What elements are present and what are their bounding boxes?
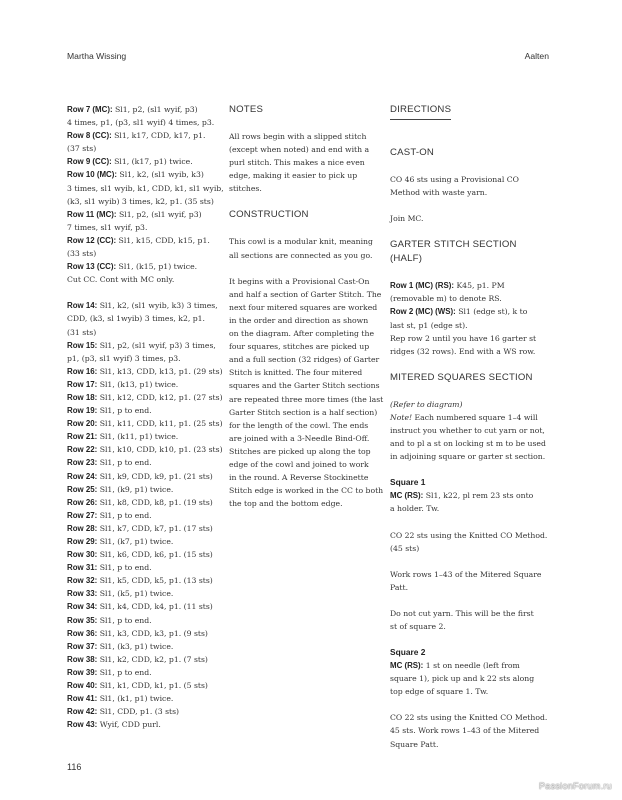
text-line xyxy=(390,724,539,737)
line-text: stitches. xyxy=(229,184,262,194)
row-label: Row 7 (MC): xyxy=(67,105,113,114)
line-text: Sl1, k2, (sl1 wyib, k3) 3 times, xyxy=(97,301,218,311)
text-line xyxy=(67,718,216,731)
row-label: Row 11 (MC): xyxy=(67,209,117,219)
text-line xyxy=(390,279,539,292)
text-line xyxy=(67,312,216,325)
text-line xyxy=(229,156,375,169)
row-label: Row 38: xyxy=(67,654,98,664)
text-line xyxy=(229,406,378,419)
line-text: edge, making it easier to pick up xyxy=(229,171,358,181)
text-line xyxy=(67,260,216,273)
line-text: st of square 2. xyxy=(390,621,446,631)
spacer xyxy=(390,594,539,607)
line-text: Sl1, p to end. xyxy=(97,510,152,520)
text-line xyxy=(390,186,539,199)
line-text: ridges (32 rows). End with a WS row. xyxy=(390,346,536,356)
line-text: Do not cut yarn. This will be the first xyxy=(390,608,534,618)
line-text: Sl1, p to end. xyxy=(97,667,152,677)
row-label: Row 15: xyxy=(67,340,98,350)
spacer xyxy=(390,358,539,371)
text-line xyxy=(390,332,539,345)
spacer xyxy=(390,266,539,279)
line-text: Sl1, p2, (sl1 wyif, p3) xyxy=(112,105,198,114)
text-line xyxy=(229,458,375,471)
line-text: Sl1, k4, CDD, k4, p1. (11 sts) xyxy=(97,602,213,612)
row-label: Row 23: xyxy=(67,458,98,468)
line-text: instruct you whether to cut yarn or not, xyxy=(390,426,545,436)
line-text: Method with waste yarn. xyxy=(390,188,488,198)
spacer xyxy=(390,160,539,173)
line-text: (33 sts) xyxy=(67,249,97,259)
line-text: Sl1, k2, (sl1 wyib, k3) xyxy=(116,170,204,180)
text-line xyxy=(229,143,375,156)
text-line xyxy=(390,529,548,542)
text-line xyxy=(390,305,539,318)
line-text: Square Patt. xyxy=(390,739,439,749)
text-line xyxy=(229,445,375,458)
spacer xyxy=(390,120,539,133)
row-label: Row 20: xyxy=(67,419,98,429)
row-label: Row 14: xyxy=(67,301,98,311)
text-line xyxy=(67,548,216,561)
line-text: CO 46 sts using a Provisional CO xyxy=(390,175,519,184)
row-label: Row 22: xyxy=(67,445,98,455)
row-label: Row 29: xyxy=(67,537,98,546)
line-text: squares and the Garter Stitch sections xyxy=(229,381,380,391)
line-text: in the round. A Reverse Stockinette xyxy=(229,473,369,483)
row-label: Row 2 (MC) (WS): xyxy=(390,307,456,317)
text-line xyxy=(390,319,539,332)
line-text: a holder. Tw. xyxy=(390,504,440,514)
line-text: Cut CC. Cont with MC only. xyxy=(67,275,175,285)
text-line xyxy=(67,679,216,692)
line-text: Wyif, CDD purl. xyxy=(97,720,161,730)
page-number: 116 xyxy=(67,762,82,772)
row-label: Row 9 (CC): xyxy=(67,157,112,167)
text-line xyxy=(229,379,380,392)
row-label: Row 34: xyxy=(67,602,98,612)
text-line xyxy=(229,393,384,406)
section-heading-text: CAST-ON xyxy=(390,147,435,158)
line-text: Patt. xyxy=(390,582,409,592)
line-text: CO 22 sts using the Knitted CO Method. xyxy=(390,530,548,540)
text-line xyxy=(67,116,216,129)
text-line xyxy=(229,484,384,497)
section-heading-text: CONSTRUCTION xyxy=(229,209,309,221)
text-line xyxy=(67,574,216,587)
text-line xyxy=(390,620,539,633)
line-text: in the order and direction as shown xyxy=(229,315,369,325)
text-line xyxy=(67,470,216,483)
text-line xyxy=(390,542,539,555)
row-label: Row 33: xyxy=(67,589,98,599)
line-text: square 1), pick up and k 22 sts along xyxy=(390,674,535,684)
text-line xyxy=(390,581,539,594)
line-text: the top and the bottom edge. xyxy=(229,499,343,509)
line-text: CDD, (k3, sl 1wyib) 3 times, k2, p1. xyxy=(67,314,205,324)
subsection-heading: Square 2 xyxy=(390,647,426,658)
text-line xyxy=(229,419,375,432)
text-line xyxy=(67,168,216,181)
line-text: Sl1, p to end. xyxy=(97,563,152,573)
text-line xyxy=(67,352,216,365)
line-text: Sl1, k7, CDD, k7, p1. (17 sts) xyxy=(97,523,213,533)
row-label: Row 19: xyxy=(67,406,98,416)
line-text: top edge of square 1. Tw. xyxy=(390,687,489,697)
text-line xyxy=(390,489,539,502)
spacer xyxy=(390,225,539,238)
section-heading-text: DIRECTIONS xyxy=(390,103,451,120)
text-line xyxy=(67,587,216,600)
text-line xyxy=(229,301,378,314)
line-text: 7 times, sl1 wyif, p3. xyxy=(67,222,148,232)
spacer xyxy=(390,633,539,646)
line-text: This cowl is a modular knit, meaning xyxy=(229,237,373,247)
section-heading-text: MITERED SQUARES SECTION xyxy=(390,371,533,383)
row-label: Row 35: xyxy=(67,615,98,625)
row-label: Row 31: xyxy=(67,563,98,573)
row-label: Row 10 (MC): xyxy=(67,170,117,180)
column-rows-continued xyxy=(67,103,224,731)
line-text: Sl1, k5, CDD, k5, p1. (13 sts) xyxy=(97,576,213,586)
line-text: Garter Stitch section is a half section) xyxy=(229,407,378,417)
text-line xyxy=(229,249,375,262)
text-line xyxy=(229,314,375,327)
line-text: All rows begin with a slipped stitch xyxy=(229,132,367,141)
text-line xyxy=(67,417,223,430)
row-label: MC (RS): xyxy=(390,661,424,671)
line-text: Sl1, (k3, p1) twice. xyxy=(97,641,174,651)
italic-text: (Refer to diagram) xyxy=(390,399,463,409)
row-label: Row 27: xyxy=(67,510,98,520)
column-notes-construction xyxy=(229,103,384,510)
spacer xyxy=(390,133,539,146)
row-label: Row 12 (CC): xyxy=(67,235,117,245)
spacer xyxy=(390,555,539,568)
text-line xyxy=(67,692,216,705)
line-text: Sl1, k2, CDD, k2, p1. (7 sts) xyxy=(97,654,208,664)
line-text: Sl1, k6, CDD, k6, p1. (15 sts) xyxy=(97,550,213,560)
text-line xyxy=(390,568,542,581)
line-text: in adjoining square or garter st section. xyxy=(390,452,546,462)
text-line xyxy=(67,535,216,548)
italic-text: Note! xyxy=(390,412,413,422)
line-text: (k3, sl1 wyib) 3 times, k2, p1. (35 sts) xyxy=(67,196,214,206)
line-text: Sl1, k10, CDD, k10, p1. (23 sts) xyxy=(97,445,223,455)
text-line xyxy=(390,411,539,424)
line-text: Sl1, (k5, p1) twice. xyxy=(97,589,174,599)
line-text: Sl1, (k13, p1) twice. xyxy=(97,379,179,389)
row-label: Row 32: xyxy=(67,576,98,586)
spacer xyxy=(229,195,375,208)
line-text: 3 times, sl1 wyib, k1, CDD, k1, sl1 wyib, xyxy=(67,183,224,193)
text-line xyxy=(67,600,216,613)
subsection-heading: Square 1 xyxy=(390,477,426,488)
line-text: Sl1, k9, CDD, k9, p1. (21 sts) xyxy=(97,471,213,481)
text-line xyxy=(229,235,375,248)
text-line xyxy=(67,155,216,168)
text-line xyxy=(229,182,375,195)
line-text: Sl1, k17, CDD, k17, p1. xyxy=(111,131,206,141)
text-line xyxy=(229,288,382,301)
line-text: Sl1, CDD, p1. (3 sts) xyxy=(97,707,180,717)
text-line xyxy=(67,221,216,234)
text-line xyxy=(229,130,375,143)
text-line xyxy=(67,129,216,142)
row-label: Row 40: xyxy=(67,681,98,691)
spacer xyxy=(229,222,375,235)
section-heading xyxy=(390,146,539,160)
column-directions xyxy=(390,103,548,751)
text-line xyxy=(67,443,223,456)
row-label: Row 42: xyxy=(67,707,98,717)
line-text: Sl1, k8, CDD, k8, p1. (19 sts) xyxy=(97,497,213,507)
line-text: Stitch is knitted. The four mitered xyxy=(229,368,363,378)
row-label: Row 16: xyxy=(67,366,98,376)
text-line xyxy=(390,450,546,463)
row-label: Row 17: xyxy=(67,379,98,389)
text-line xyxy=(67,456,216,469)
line-text: Sl1, k1, CDD, k1, p1. (5 sts) xyxy=(97,681,208,691)
text-line xyxy=(229,169,375,182)
line-text: and to pl a st on locking st m to be used xyxy=(390,439,546,449)
spacer xyxy=(390,385,539,398)
row-label: Row 24: xyxy=(67,471,98,481)
line-text: Sl1, p to end. xyxy=(97,406,152,416)
line-text: Sl1, p to end. xyxy=(97,458,152,468)
text-line xyxy=(67,299,216,312)
line-text: Sl1, k12, CDD, k12, p1. (27 sts) xyxy=(97,392,223,402)
text-line xyxy=(229,275,375,288)
section-heading xyxy=(390,103,539,120)
text-line xyxy=(390,292,539,305)
text-line xyxy=(67,182,224,195)
text-line xyxy=(67,653,216,666)
section-heading-text: (HALF) xyxy=(390,253,423,265)
line-text: (removable m) to denote RS. xyxy=(390,294,502,304)
text-line xyxy=(390,738,539,751)
line-text: on the diagram. After completing the xyxy=(229,329,374,339)
line-text: K45, p1. PM xyxy=(454,281,505,291)
text-line xyxy=(67,195,216,208)
line-text: Stitches are picked up along the top xyxy=(229,446,371,456)
line-text: Each numbered square 1–4 will xyxy=(412,412,538,422)
line-text: Sl1, (k9, p1) twice. xyxy=(97,484,174,494)
row-label: Row 28: xyxy=(67,523,98,533)
line-text: It begins with a Provisional Cast-On xyxy=(229,276,370,286)
line-text: p1, (p3, sl1 wyif) 3 times, p3. xyxy=(67,353,181,363)
text-line xyxy=(67,666,216,679)
text-line xyxy=(229,327,375,340)
text-line xyxy=(67,509,216,522)
text-line xyxy=(229,432,375,445)
line-text: Sl1, k13, CDD, k13, p1. (29 sts) xyxy=(97,366,223,376)
text-line xyxy=(67,627,216,640)
line-text: Sl1, p to end. xyxy=(97,615,152,625)
text-line xyxy=(67,378,216,391)
spacer xyxy=(390,463,539,476)
row-label: Row 1 (MC) (RS): xyxy=(390,281,454,291)
line-text: (37 sts) xyxy=(67,144,97,154)
spacer xyxy=(390,199,539,212)
text-line xyxy=(229,497,375,510)
text-line xyxy=(67,391,223,404)
text-line xyxy=(67,705,216,718)
line-text: 1 st on needle (left from xyxy=(423,661,520,671)
row-label: Row 36: xyxy=(67,628,98,638)
line-text: Sl1, k15, CDD, k15, p1. xyxy=(116,235,210,245)
text-line xyxy=(67,273,216,286)
text-line xyxy=(390,173,539,186)
line-text: and a full section (32 ridges) of Garter xyxy=(229,355,380,365)
line-text: Rep row 2 until you have 16 garter st xyxy=(390,333,537,343)
line-text: 4 times, p1, (p3, sl1 wyif) 4 times, p3. xyxy=(67,118,215,128)
row-label: Row 39: xyxy=(67,667,98,677)
line-text: Sl1, k3, CDD, k3, p1. (9 sts) xyxy=(97,628,208,638)
running-header-author: Martha Wissing xyxy=(67,51,127,61)
text-line xyxy=(390,607,539,620)
row-label: Row 30: xyxy=(67,550,98,560)
text-line xyxy=(67,404,216,417)
text-line xyxy=(390,685,539,698)
text-line xyxy=(229,340,375,353)
section-heading xyxy=(390,252,539,266)
row-label: Row 21: xyxy=(67,432,98,442)
line-text: edge of the cowl and joined to work xyxy=(229,459,369,469)
text-line xyxy=(67,208,216,221)
line-text: Sl1, p2, (sl1 wyif, p3) xyxy=(116,209,202,219)
watermark: PassionForum.ru xyxy=(538,781,612,791)
text-line xyxy=(390,659,539,672)
line-text: Sl1, (k7, p1) twice. xyxy=(97,537,174,546)
row-label: Row 41: xyxy=(67,694,98,704)
running-header-title: Aalten xyxy=(524,51,549,61)
text-line xyxy=(390,502,539,515)
text-line xyxy=(390,398,539,411)
line-text: Join MC. xyxy=(390,214,424,224)
row-label: Row 37: xyxy=(67,641,98,651)
text-line xyxy=(67,496,216,509)
line-text: Sl1, (k11, p1) twice. xyxy=(97,432,179,442)
spacer xyxy=(390,516,539,529)
row-label: Row 18: xyxy=(67,392,98,402)
section-heading-text: NOTES xyxy=(229,104,264,115)
row-label: Row 26: xyxy=(67,497,98,507)
line-text: Sl1, k11, CDD, k11, p1. (25 sts) xyxy=(97,419,223,429)
text-line xyxy=(390,212,539,225)
row-label: Row 13 (CC): xyxy=(67,262,117,272)
line-text: Sl1, k22, pl rem 23 sts onto xyxy=(423,491,534,501)
line-text: Stitch edge is worked in the CC to both xyxy=(229,486,384,496)
line-text: all sections are connected as you go. xyxy=(229,250,373,260)
text-line xyxy=(67,640,216,653)
section-heading xyxy=(390,238,539,252)
spacer xyxy=(229,262,375,275)
text-line xyxy=(67,430,216,443)
line-text: and half a section of Garter Stitch. The xyxy=(229,289,382,299)
line-text: four squares, stitches are picked up xyxy=(229,342,370,352)
line-text: Work rows 1–43 of the Mitered Square xyxy=(390,569,542,579)
text-line xyxy=(229,366,375,379)
row-label: Row 25: xyxy=(67,484,98,494)
line-text: Sl1, (k1, p1) twice. xyxy=(97,694,174,704)
text-line xyxy=(67,326,216,339)
line-text: CO 22 sts using the Knitted CO Method. xyxy=(390,713,548,723)
text-line xyxy=(67,142,216,155)
line-text: purl stitch. This makes a nice even xyxy=(229,158,365,168)
line-text: are joined with a 3-Needle Bind-Off. xyxy=(229,433,370,443)
spacer xyxy=(390,698,539,711)
text-line xyxy=(67,234,216,247)
line-text: Sl1, (k15, p1) twice. xyxy=(116,262,198,272)
text-line xyxy=(390,424,545,437)
text-line xyxy=(67,614,216,627)
line-text: for the length of the cowl. The ends xyxy=(229,420,369,430)
spacer xyxy=(229,117,375,130)
line-text: 45 sts. Work rows 1–43 of the Mitered xyxy=(390,726,540,736)
section-heading-text: GARTER STITCH SECTION xyxy=(390,239,517,251)
line-text: next four mitered squares are worked xyxy=(229,302,378,312)
row-label: Row 8 (CC): xyxy=(67,131,112,141)
text-line xyxy=(67,365,223,378)
spacer xyxy=(67,286,216,299)
line-text: Sl1 (edge st), k to xyxy=(455,307,528,317)
text-line xyxy=(67,103,216,116)
text-line xyxy=(67,339,216,352)
line-text: Sl1, p2, (sl1 wyif, p3) 3 times, xyxy=(97,340,216,350)
section-heading xyxy=(229,103,375,117)
line-text: Sl1, (k17, p1) twice. xyxy=(111,157,193,167)
text-line xyxy=(390,672,539,685)
section-heading xyxy=(229,208,375,222)
text-line xyxy=(390,345,539,358)
text-line xyxy=(229,471,375,484)
row-label: MC (RS): xyxy=(390,491,424,501)
text-line xyxy=(67,561,216,574)
text-line xyxy=(67,522,216,535)
text-line xyxy=(67,483,216,496)
line-text: (except when noted) and end with a xyxy=(229,145,370,155)
section-heading xyxy=(390,371,539,385)
text-line xyxy=(390,711,548,724)
text-line xyxy=(390,437,546,450)
line-text: (31 sts) xyxy=(67,327,97,337)
row-label: Row 43: xyxy=(67,720,98,730)
line-text: (45 sts) xyxy=(390,543,420,553)
text-line xyxy=(67,247,216,260)
text-line xyxy=(229,353,380,366)
line-text: last st, p1 (edge st). xyxy=(390,320,468,330)
line-text: are repeated three more times (the last xyxy=(229,394,384,404)
